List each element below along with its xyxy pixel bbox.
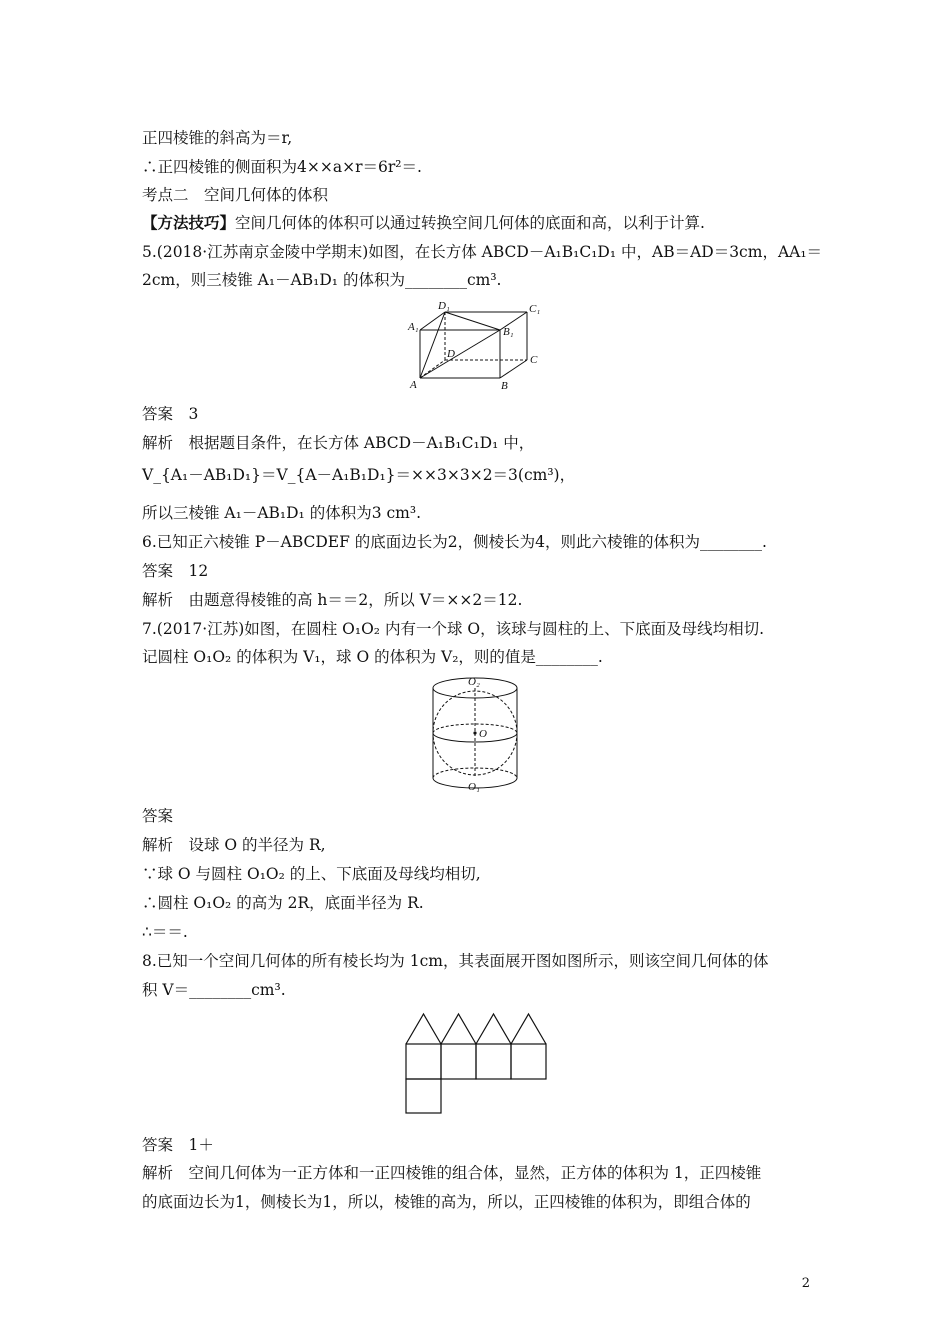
- solution-5: 解析 根据题目条件，在长方体 ABCD－A₁B₁C₁D₁ 中，: [142, 434, 535, 452]
- question-5-cont: 2cm，则三棱锥 A₁－AB₁D₁ 的体积为________cm³.: [142, 271, 502, 289]
- solution-6: 解析 由题意得棱锥的高 h＝＝2，所以 V＝××2＝12.: [142, 591, 523, 609]
- label-O: O: [479, 728, 487, 740]
- label-A1: A₁: [408, 321, 419, 333]
- label-B1: B₁: [503, 326, 514, 338]
- label-D: D: [447, 348, 455, 360]
- solution-7-line2: ∵球 O 与圆柱 O₁O₂ 的上、下底面及母线均相切,: [142, 865, 481, 883]
- answer-5: 答案 3: [142, 405, 199, 423]
- method-tip: [142, 213, 705, 233]
- page-number: 2: [801, 1276, 810, 1291]
- method-tip-text: 空间几何体的体积可以通过转换空间几何体的底面和高，以利于计算.: [235, 214, 705, 232]
- answer-6: 答案 12: [142, 562, 209, 580]
- text-line: 正四棱锥的斜高为＝r,: [142, 129, 293, 147]
- label-A: A: [410, 379, 417, 391]
- solution-8: 解析 空间几何体为一正方体和一正四棱锥的组合体，显然，正方体的体积为 1，正四棱锥: [142, 1164, 762, 1182]
- question-6: 6.已知正六棱锥 P－ABCDEF 的底面边长为2，侧棱长为4，则此六棱锥的体积为________.: [142, 533, 767, 551]
- question-8: 8.已知一个空间几何体的所有棱长均为 1cm，其表面展开图如图所示，则该空间几何体的体: [142, 952, 769, 970]
- label-O2: O₂: [468, 676, 480, 688]
- solution-8-cont: 的底面边长为1，侧棱长为1，所以，棱锥的高为，所以，正四棱锥的体积为，即组合体的: [142, 1193, 751, 1211]
- label-C1: C₁: [529, 303, 541, 315]
- label-O1: O₁: [468, 781, 480, 793]
- section-heading: 考点二 空间几何体的体积: [142, 186, 329, 204]
- solution-7-line3: ∴圆柱 O₁O₂ 的高为 2R，底面半径为 R.: [142, 894, 424, 912]
- net-figure: [404, 1010, 549, 1115]
- question-7-cont: 记圆柱 O₁O₂ 的体积为 V₁，球 O 的体积为 V₂，则的值是________.: [142, 648, 603, 666]
- solution-7-line4: ∴＝＝.: [142, 923, 188, 941]
- text-line: ∴正四棱锥的侧面积为4××a×r＝6r²＝.: [142, 158, 422, 176]
- label-B: B: [501, 380, 508, 392]
- question-5: 5.(2018·江苏南京金陵中学期末)如图，在长方体 ABCD－A₁B₁C₁D₁ 中，AB＝AD＝3cm，AA₁＝: [142, 243, 823, 261]
- solution-7: 解析 设球 O 的半径为 R,: [142, 836, 326, 854]
- method-tip-label: 【方法技巧】: [142, 213, 236, 232]
- label-C: C: [530, 354, 538, 366]
- answer-8: 答案 1＋: [142, 1136, 214, 1154]
- label-D1: D₁: [438, 300, 450, 312]
- question-7: 7.(2017·江苏)如图，在圆柱 O₁O₂ 内有一个球 O，该球与圆柱的上、下底面及母线均相切.: [142, 620, 765, 638]
- question-8-cont: 积 V＝________cm³.: [142, 981, 286, 999]
- solution-5-cont: 所以三棱锥 A₁－AB₁D₁ 的体积为3 cm³.: [142, 504, 422, 522]
- solution-5-formula: V_{A₁－AB₁D₁}＝V_{A－A₁B₁D₁}＝××3×3×2＝3(cm³)，: [142, 466, 576, 484]
- cylinder-sphere-figure: [428, 672, 523, 797]
- answer-7: 答案: [142, 807, 174, 825]
- cuboid-figure: [405, 300, 550, 392]
